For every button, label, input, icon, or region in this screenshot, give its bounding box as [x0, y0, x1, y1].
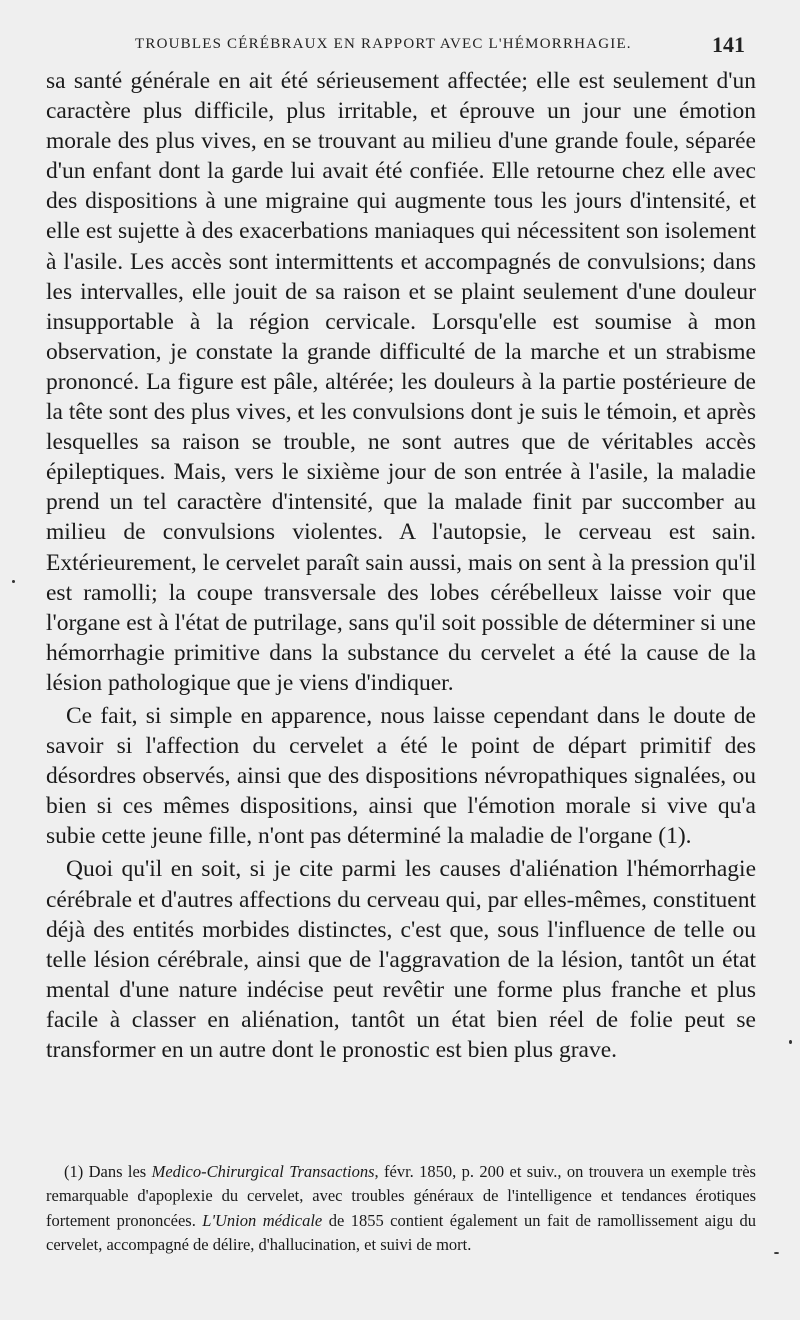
paragraph-2: Ce fait, si simple en apparence, nous laisse cependant dans le doute de savoir si l'affection du cervelet a été le point de départ primitif des désordres observés, ainsi que des dispositions névropathiques signalées, ou bien si ces mêmes dispositions, ainsi que l'émotion morale si vive qu'a subie cette jeune fille, n'ont pas déterminé la maladie de l'organe (1). [46, 702, 756, 850]
ink-speck [789, 1040, 792, 1044]
paragraph-1: sa santé générale en ait été sérieusement affectée; elle est seulement d'un caractère plus difficile, plus irritable, et éprouve un jour une émotion morale des plus vives, en se trouvant au milieu d'une grande foule, séparée d'un enfant dont la garde lui avait été confiée. Elle retourne chez elle avec des dispositions à une migraine qui augmente tous les jours d'intensité, et elle est sujette à des exacerbations maniaques qui nécessitent son isolement à l'asile. Les accès sont intermittents et accompagnés de convulsions; dans les intervalles, elle jouit de sa raison et se plaint seulement d'une douleur insupportable à la région cervicale. Lorsqu'elle est soumise à mon observation, je constate la grande difficulté de la marche et un strabisme prononcé. La figure est pâle, altérée; les douleurs à la partie postérieure de la tête sont des plus vives, et les convulsions dont je suis le témoin, et après lesquelles sa raison se trouble, ne sont autres que de véritables accès épileptiques. Mais, vers le sixième jour de son entrée à l'asile, la maladie prend un tel caractère d'intensité, que la malade finit par succomber au milieu de convulsions violentes. A l'autopsie, le cerveau est sain. Extérieurement, le cervelet paraît sain aussi, mais on sent à la pression qu'il est ramolli; la coupe transversale des lobes cérébelleux laisse voir que l'organe est à l'état de putrilage, sans qu'il soit possible de déterminer si une hémorrhagie primitive dans la substance du cervelet a été la cause de la lésion pathologique que je viens d'indiquer. [46, 68, 756, 696]
ink-speck [774, 1252, 779, 1254]
page-number: 141 [712, 32, 745, 57]
footnote-text-3: de 1855 contient également un fait de ramollissement aigu du cervelet, accompagné de délire, d'hallucination, et suivi de mort. [46, 1210, 757, 1255]
body-text [46, 66, 756, 1065]
footnote-journal-2: L'Union médicale [202, 1210, 323, 1230]
footnote-text-1: Dans les [83, 1162, 152, 1181]
page-header [0, 32, 800, 62]
ink-speck [12, 580, 15, 583]
footnote-marker: (1) [64, 1162, 84, 1181]
footnote-text-2: , févr. 1850, p. 200 et suiv., on trouvera un exemple très remarquable d'apoplexie du cervelet, avec troubles généraux de l'intelligence et tendances érotiques fortement prononcées. [46, 1162, 756, 1230]
running-head: TROUBLES CÉRÉBRAUX EN RAPPORT AVEC L'HÉMORRHAGIE. [135, 36, 632, 52]
paragraph-3: Quoi qu'il en soit, si je cite parmi les causes d'aliénation l'hémorrhagie cérébrale et d'autres affections du cerveau qui, par elles-mêmes, constituent déjà des entités morbides distinctes, c'est que, sous l'influence de telle ou telle lésion cérébrale, ainsi que de l'aggravation de la lésion, tantôt un état mental d'une nature indécise peut revêtir une forme plus franche et plus facile à classer en aliénation, tantôt un état bien réel de folie peut se transformer en un autre dont le pronostic est bien plus grave. [46, 856, 756, 1063]
footnote [46, 1160, 756, 1258]
footnote-journal-1: Medico-Chirurgical Transactions [151, 1162, 375, 1181]
